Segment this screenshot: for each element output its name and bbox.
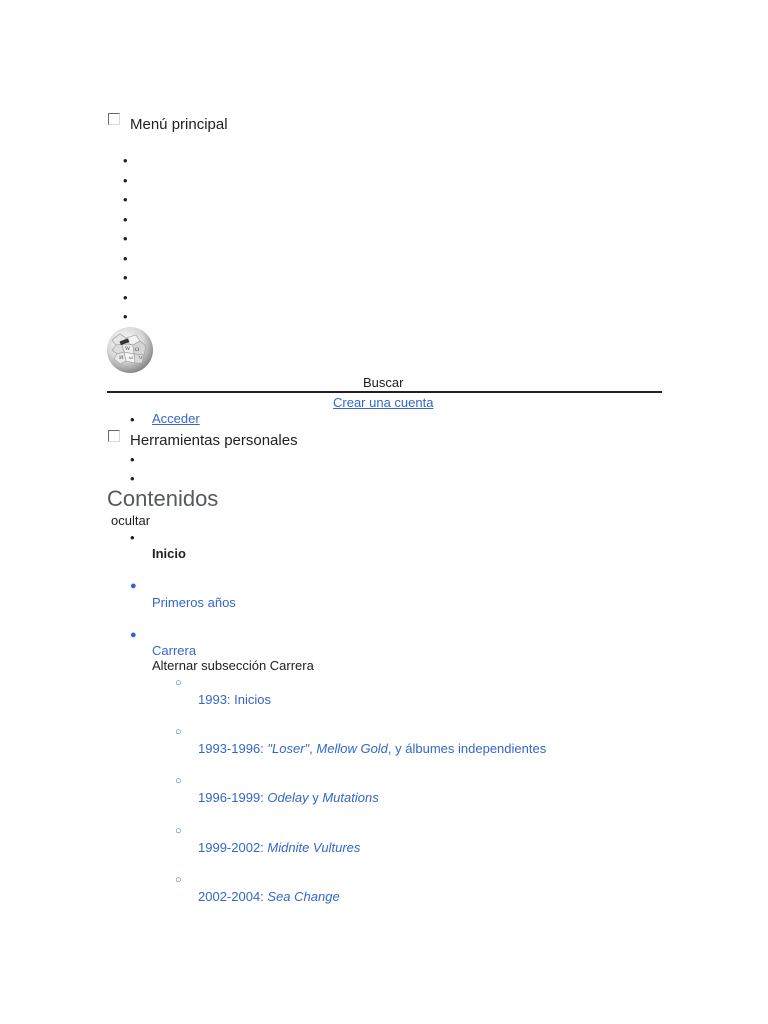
toc-item-inicio[interactable]: Inicio <box>152 546 186 561</box>
list-item[interactable]: • <box>123 289 128 305</box>
personal-tools-label[interactable]: Herramientas personales <box>130 432 298 449</box>
list-item[interactable]: • <box>123 192 128 207</box>
toc-subbullet: ○ <box>175 874 182 886</box>
toc-subitem-italic: Sea Change <box>267 889 340 904</box>
toc-hide-button[interactable]: ocultar <box>111 513 151 528</box>
login-bullet: • <box>130 412 135 427</box>
toc-subbullet: ○ <box>175 825 182 837</box>
main-menu-label[interactable]: Menú principal <box>130 116 228 133</box>
svg-text:W: W <box>125 346 131 352</box>
toc-item-primeros-anos[interactable]: Primeros años <box>152 595 236 610</box>
svg-text:И: И <box>119 355 124 361</box>
toc-subitem-italic: Mutations <box>322 790 379 805</box>
toc-title: Contenidos <box>107 486 219 511</box>
toc-subitem-1993[interactable] <box>198 692 271 707</box>
list-item[interactable]: • <box>123 211 128 227</box>
toc-toggle-carrera[interactable]: Alternar subsección Carrera <box>152 658 314 673</box>
toc-subbullet: ○ <box>175 677 182 689</box>
svg-text:ω: ω <box>129 355 134 361</box>
toc-subitem-text: y <box>308 790 323 805</box>
toc-bullet: ● <box>130 580 137 592</box>
toc-subbullet: ○ <box>175 775 182 787</box>
toc-subitem-text: 1993-1996: <box>198 741 268 756</box>
toc-subitem-italic: Midnite Vultures <box>267 840 361 855</box>
toc-subitem-text: 1996-1999: <box>198 790 268 805</box>
wikipedia-logo-icon[interactable] <box>106 326 154 374</box>
create-account-link[interactable]: Crear una cuenta <box>333 395 434 410</box>
toc-subitem-italic: "Loser" <box>267 741 310 756</box>
toc-subbullet: ○ <box>175 726 182 738</box>
main-menu-checkbox[interactable] <box>108 113 120 125</box>
list-item[interactable]: • <box>123 250 128 266</box>
toc-subitem-2002-2004[interactable] <box>198 889 340 904</box>
toc-subitem-text: 2002-2004: <box>198 889 268 904</box>
list-item[interactable]: • <box>130 452 135 467</box>
list-item[interactable]: • <box>123 153 128 168</box>
list-item[interactable]: • <box>123 309 128 324</box>
list-item[interactable]: • <box>123 270 128 285</box>
toc-subitem-text: 1999-2002: <box>198 840 268 855</box>
toc-subitem-italic: Odelay <box>267 790 309 805</box>
toc-bullet: ● <box>130 629 137 641</box>
toc-subitem-italic: Mellow Gold <box>316 741 388 756</box>
login-link[interactable]: Acceder <box>152 411 200 426</box>
list-item[interactable]: • <box>123 231 128 246</box>
svg-text:ਪ: ਪ <box>139 355 143 361</box>
main-menu-list <box>123 154 128 330</box>
toc-subitem-text: , <box>309 741 317 756</box>
list-item[interactable]: • <box>130 471 135 486</box>
svg-text:Ω: Ω <box>135 347 140 353</box>
toc-subitem-1993-1996[interactable] <box>198 741 546 756</box>
search-divider <box>107 391 662 393</box>
toc-subitem-1999-2002[interactable] <box>198 840 360 855</box>
toc-item-carrera[interactable]: Carrera <box>152 643 197 658</box>
personal-tools-checkbox[interactable] <box>108 430 120 442</box>
list-item[interactable]: • <box>123 172 128 188</box>
toc-bullet: • <box>130 530 135 545</box>
toc-subitem-text: , y álbumes independientes <box>387 741 547 756</box>
search-label[interactable]: Buscar <box>363 375 404 390</box>
toc-subitem-1996-1999[interactable] <box>198 790 379 805</box>
toc-subitem-text: 1993: Inicios <box>198 692 271 707</box>
